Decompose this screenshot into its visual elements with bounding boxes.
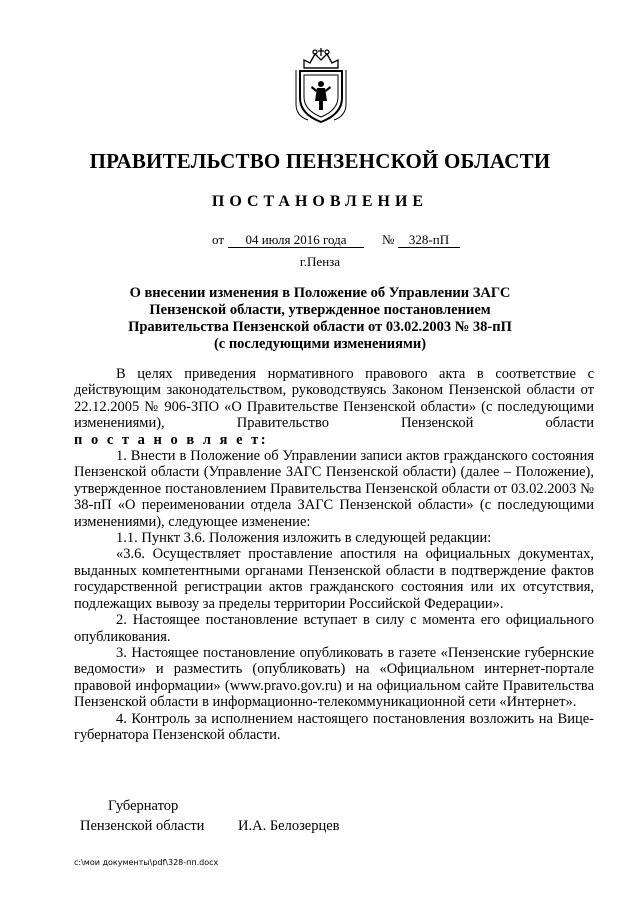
document-body [74,366,594,743]
item-1-1-quote: «3.6. Осуществляет проставление апостиля на официальных документах, выданных компетентными органами Пензенской области в подтверждение фактов государственной регистрации актов гражданского состояния или их отсутствия, подлежащих вывозу за пределы территории Российской Федерации». [74,546,594,612]
subject-line: Пензенской области, утвержденное постановлением [149,302,491,318]
document-number [398,232,460,248]
document-type: ПОСТАНОВЛЕНИЕ [211,193,429,210]
subject-line: (с последующими изменениями) [213,336,427,352]
decree-word: п о с т а н о в л я е т: [74,431,269,448]
signatory-position-line2: Пензенской области [80,818,205,834]
item-1-1: 1.1. Пункт 3.6. Положения изложить в следующей редакции: [116,530,492,547]
item-1: 1. Внести в Положение об Управлении записи актов гражданского состояния Пензенской области (Управление ЗАГС Пензенской области) (далее – Положение), утвержденное постановлением Правительства Пензенской области от 03.02.2003 № 38-пП «О переименовании отдела ЗАГС Пензенской области» (с последующими изменениями), следующее изменение: [74,448,594,530]
document-date-value: 04 июля 2016 года [228,232,364,248]
city: г.Пенза [299,254,341,269]
signatory-name: И.А. Белозерцев [238,818,340,834]
item-3: 3. Настоящее постановление опубликовать в газете «Пензенские губернские ведомости» и разместить (опубликовать) на «Официальном интернет-портале правовой информации» (www.pravo.gov.ru) и на официальном сайте Правительства Пензенской области в информационно-телекоммуникационной сети «Интернет». [74,644,594,711]
government-title: ПРАВИТЕЛЬСТВО ПЕНЗЕНСКОЙ ОБЛАСТИ [89,149,551,173]
subject-line: Правительства Пензенской области от 03.02.2003 № 38-пП [128,319,512,335]
subject-line: О внесении изменения в Положение об Управлении ЗАГС [129,285,511,301]
item-2: 2. Настоящее постановление вступает в силу с момента его официального опубликования. [74,612,594,645]
file-path-footer: c:\мои документы\pdf\328-пп.docx [74,858,219,867]
document-date [228,232,364,248]
coat-of-arms-emblem [288,46,354,124]
number-prefix: № [382,232,395,247]
document-number-value: 328-пП [398,232,460,248]
signatory-position-line1: Губернатор [108,798,179,814]
document-subject [110,285,530,353]
preamble: В целях приведения нормативного правового акта в соответствие с действующим законодательством, руководствуясь Законом Пензенской области от 22.12.2005 № 906-ЗПО «О Правительстве Пензенской области» (с последующими изменениями), Правительство Пензенской области [74,366,594,432]
date-prefix: от [212,232,225,247]
item-4: 4. Контроль за исполнением настоящего постановления возложить на Вице-губернатора Пензенской области. [74,710,594,743]
